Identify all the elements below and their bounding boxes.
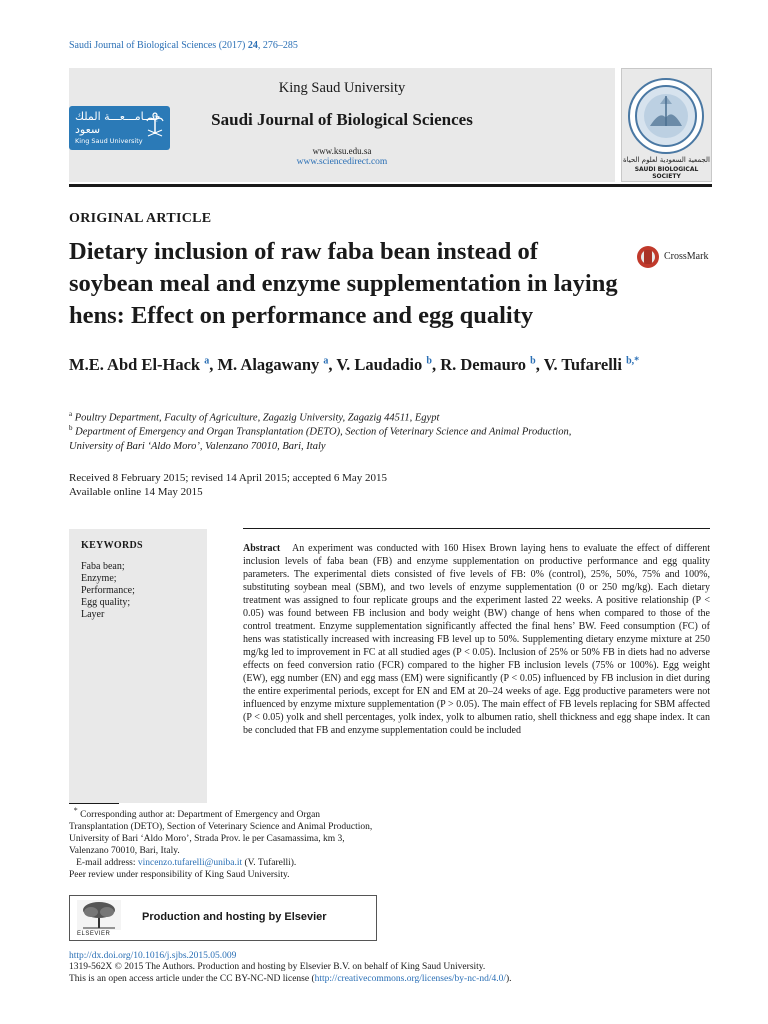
- keyword: Enzyme;: [81, 573, 117, 584]
- affiliation-b: [69, 421, 571, 454]
- crossmark-label: CrossMark: [664, 251, 709, 262]
- journal-name: Saudi Journal of Biological Sciences: [211, 110, 473, 129]
- license-suffix: ).: [506, 974, 512, 984]
- title-line-2: soybean meal and enzyme supplementation in laying: [69, 270, 618, 297]
- elsevier-wordmark: ELSEVIER: [77, 931, 111, 937]
- crossmark-button[interactable]: [636, 244, 716, 270]
- keywords-heading: KEYWORDS: [81, 540, 143, 551]
- license-line: [69, 974, 512, 984]
- abstract-label: Abstract: [243, 543, 281, 554]
- abstract-rule: [243, 528, 710, 529]
- affiliation-text: Department of Emergency and Organ Transplantation (DETO), Section of Veterinary Science and Animal Production,: [75, 426, 572, 438]
- peer-review-note: Peer review under responsibility of King Saud University.: [69, 870, 290, 881]
- keyword: Faba bean;: [81, 561, 125, 572]
- author-affiliation-mark[interactable]: a: [204, 355, 210, 367]
- article-title: [69, 236, 629, 332]
- author-name[interactable]: R. Demauro: [440, 355, 527, 374]
- author-name[interactable]: V. Laudadio: [336, 355, 423, 374]
- footnote-rule: [69, 803, 119, 804]
- email-link[interactable]: vincenzo.tufarelli@uniba.it: [137, 858, 243, 869]
- keywords-list: [81, 561, 135, 621]
- corresponding-text: Corresponding author at: Department of Emergency and Organ Transplantation (DETO), Section of Veterinary Science and Animal Production, University of Bari ‘Aldo Moro’, Strada Prov. le per Casamassima, km 3, Valenzano 70010, Bari, Italy.: [69, 810, 373, 857]
- affiliation-text-cont: University of Bari ‘Aldo Moro’, Valenzano 70010, Bari, Italy: [69, 440, 326, 452]
- ksu-url[interactable]: www.ksu.edu.sa: [312, 146, 372, 156]
- title-line-1: Dietary inclusion of raw faba bean instead of: [69, 238, 538, 265]
- corresponding-author-footnote: [69, 805, 379, 881]
- biological-society-emblem-icon: [628, 78, 704, 154]
- crossmark-icon: [636, 244, 660, 270]
- author-affiliation-mark[interactable]: a: [323, 355, 329, 367]
- article-type: ORIGINAL ARTICLE: [69, 211, 212, 226]
- society-name-arabic: الجمعية السعودية لعلوم الحياة: [623, 156, 710, 164]
- author-name[interactable]: V. Tufarelli: [543, 355, 622, 374]
- publisher-name: King Saud University: [278, 80, 406, 96]
- emblem-art-icon: [630, 80, 702, 152]
- sciencedirect-link[interactable]: www.sciencedirect.com: [296, 157, 388, 167]
- header-divider: [69, 184, 712, 187]
- citation-journal: Saudi Journal of Biological Sciences (2017): [69, 40, 246, 51]
- ksu-logo-english: King Saud University: [75, 137, 143, 145]
- ksu-logo-arabic: جـــامـــعـــة الملك سعود: [75, 110, 161, 136]
- license-link[interactable]: http://creativecommons.org/licenses/by-nc-nd/4.0/: [314, 974, 506, 984]
- elsevier-banner: [69, 895, 377, 941]
- email-suffix: (V. Tufarelli).: [242, 858, 297, 869]
- title-line-3: hens: Effect on performance and egg quality: [69, 302, 534, 329]
- received-dates: Received 8 February 2015; revised 14 April 2015; accepted 6 May 2015: [69, 472, 388, 484]
- author-name[interactable]: M.E. Abd El-Hack: [69, 355, 201, 374]
- footnote-mark: *: [73, 806, 78, 815]
- copyright-line: 1319-562X © 2015 The Authors. Production and hosting by Elsevier B.V. on behalf of King Saud University.: [69, 962, 486, 972]
- affiliation-text: Poultry Department, Faculty of Agriculture, Zagazig University, Zagazig 44511, Egypt: [74, 412, 440, 424]
- elsevier-hosting-text: Production and hosting by Elsevier: [142, 911, 327, 923]
- online-date: Available online 14 May 2015: [69, 486, 203, 498]
- citation-line[interactable]: [69, 40, 298, 51]
- author-affiliation-mark[interactable]: b: [530, 355, 536, 367]
- affiliation-mark: a: [69, 410, 73, 418]
- citation-volume: 24: [247, 40, 258, 51]
- society-name-english: SAUDI BIOLOGICAL SOCIETY: [634, 166, 699, 180]
- doi-link[interactable]: http://dx.doi.org/10.1016/j.sjbs.2015.05.009: [69, 951, 237, 961]
- author-name[interactable]: M. Alagawany: [217, 355, 320, 374]
- abstract: [243, 542, 710, 737]
- elsevier-tree-icon: [77, 900, 121, 930]
- email-label: E-mail address:: [76, 858, 138, 869]
- citation-pages: , 276–285: [257, 40, 298, 51]
- abstract-text: An experiment was conducted with 160 Hisex Brown laying hens to evaluate the effect of different inclusion levels of faba bean (FB) and enzyme supplementation on productive performance and egg quality parameters. The experimental diets consisted of five levels of FB: 0% (control), 25%, 50%, 75% and 100%, substituting soybean meal (SBM), and two levels of enzyme supplementation (0 or 250 mg/kg). Each dietary treatment was assigned to four replicate groups and the experiment lasted 22 weeks. A positive relationship (P < 0.05) was found between FB inclusion and body weight (BW) change of hens when compared to those of the control treatment. Enzyme supplementation significantly affected the final hens’ BW. Feed consumption (FC) of hens was statistically increased with increasing FB level up to 50%. Supplementing dietary enzyme mixture at 250 mg/kg led to improvement in FC at all studied ages (P < 0.05). Inclusion of 25% or 50% FB in diets had no adverse effects on feed conversion ratio (FCR) compared to the higher FB inclusion levels (75% or 100%). Egg weight (EW), egg number (EN) and egg mass (EM) were significantly (P < 0.05) influenced by FB inclusion in diet during the entire experimental periods, except for EN and EM at 20–24 weeks of age. Egg productive parameters were not influenced by enzyme mixture supplementation (P > 0.05). The main effect of FB levels replacing for SBM affected (P < 0.05) yolk and shell percentages, yolk index, yolk to albumen ratio, shell thickness and egg shape index. It can be concluded that FB and enzyme supplementation could be included: [243, 543, 710, 736]
- license-prefix: This is an open access article under the CC BY-NC-ND license (: [69, 974, 315, 984]
- author-list: M.E. Abd El-Hack $^a$, M. Alagawany $^a$, V. Laudadio $^b$, R. Demauro $^b$, V. Tufarelli $^{b,*}$: [69, 355, 640, 374]
- author-affiliation-mark[interactable]: b,*: [626, 355, 640, 367]
- keyword: Egg quality;: [81, 597, 131, 608]
- author-affiliation-mark[interactable]: b: [426, 355, 432, 367]
- article-dates: [69, 471, 387, 499]
- keyword: Performance;: [81, 585, 135, 596]
- keyword: Layer: [81, 609, 105, 620]
- affiliation-mark: b: [69, 424, 73, 432]
